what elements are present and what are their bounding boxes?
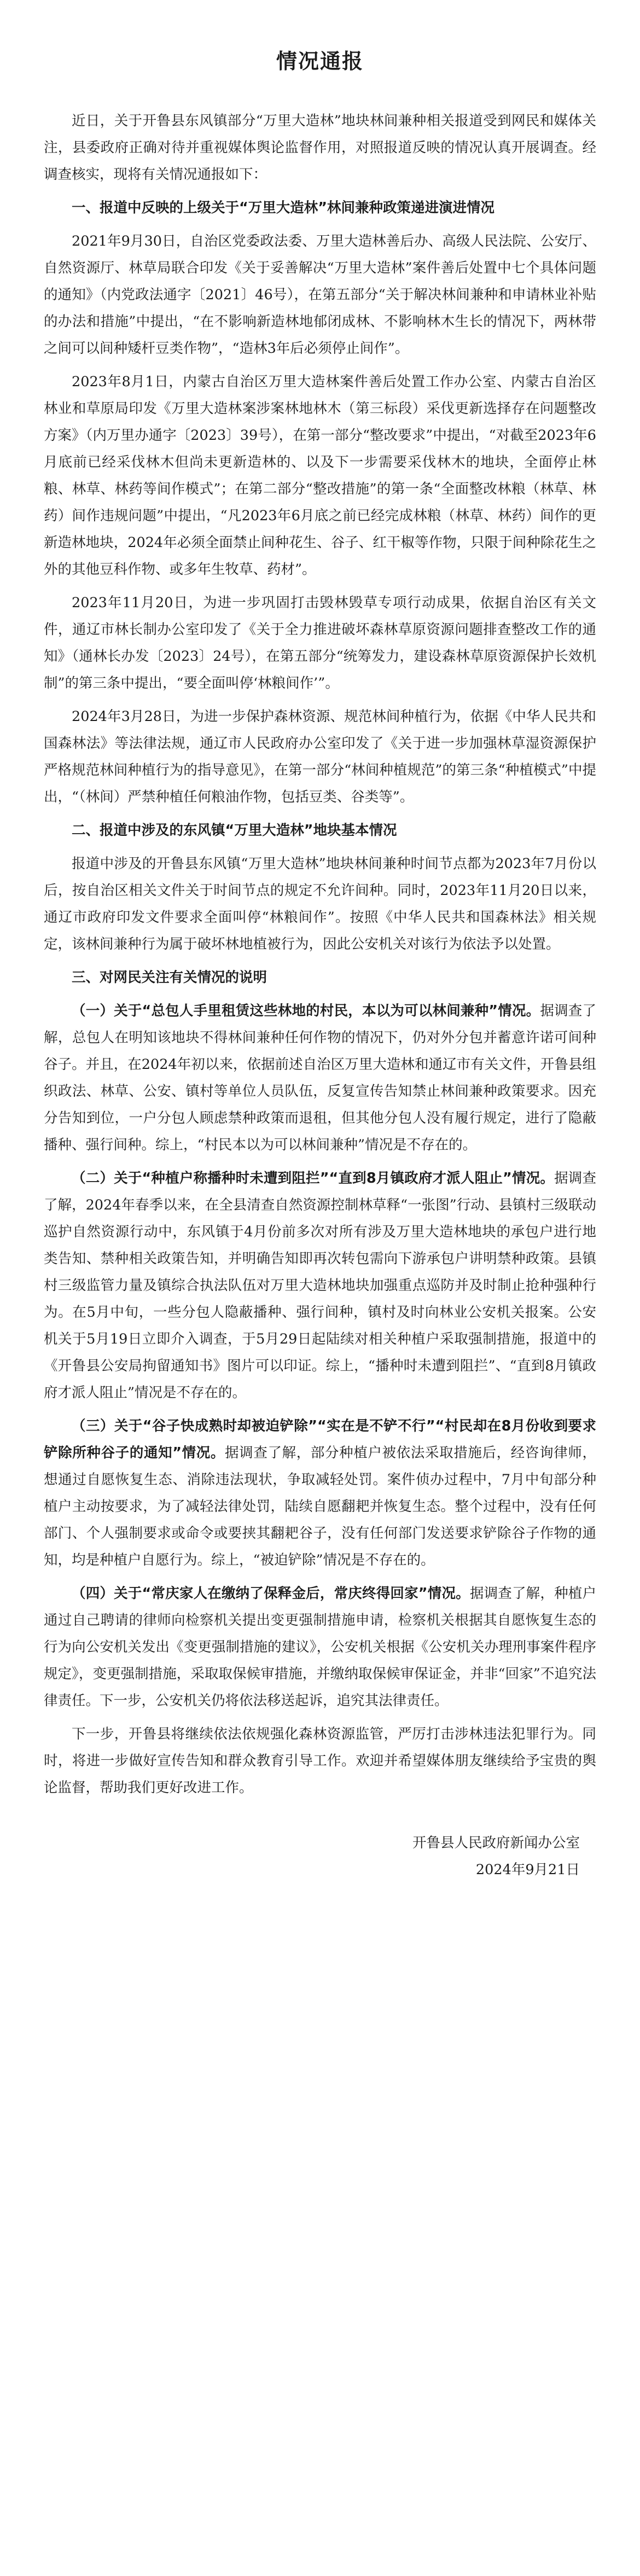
section-3-item-4 [44, 1580, 596, 1714]
section-3-heading: 三、对网民关注有关情况的说明 [72, 969, 267, 986]
section-3-item-3 [44, 1413, 596, 1574]
intro-paragraph: 近日，关于开鲁县东风镇部分“万里大造林”地块林间兼种相关报道受到网民和媒体关注，县委政府正确对待并重视媒体舆论监督作用，对照报道反映的情况认真开展调查。经调查核实，现将有关情况通报如下： [44, 113, 596, 183]
section-1-paragraph-1: 2021年9月30日，自治区党委政法委、万里大造林善后办、高级人民法院、公安厅、自然资源厅、林草局联合印发《关于妥善解决“万里大造林”案件善后处置中七个具体问题的通知》（内党政法通字〔2021〕46号），在第五部分“关于解决林间兼种和申请林业补贴的办法和措施”中提出，“在不影响新造林地郁闭成林、不影响林木生长的情况下，两林带之间可以间种矮杆豆类作物”，“造林3年后必须停止间作”。 [44, 233, 596, 357]
item-1-heading: （一）关于“总包人手里租赁这些林地的村民，本以为可以林间兼种”情况。 [72, 1003, 540, 1019]
section-1-heading: 一、报道中反映的上级关于“万里大造林”林间兼种政策递进演进情况 [72, 200, 495, 216]
section-1-paragraph-3: 2023年11月20日，为进一步巩固打击毁林毁草专项行动成果，依据自治区有关文件，通辽市林长制办公室印发了《关于全力推进破坏森林草原资源问题排查整改工作的通知》（通林长办发〔2023〕24号），在第五部分“统筹发力，建设森林草原资源保护长效机制”的第三条中提出，“要全面叫停‘林粮间作’”。 [44, 595, 596, 691]
item-4-heading: （四）关于“常庆家人在缴纳了保释金后，常庆终得回家”情况。 [72, 1585, 470, 1602]
section-2-paragraph-1: 报道中涉及的开鲁县东风镇“万里大造林”地块林间兼种时间节点都为2023年7月份以后，按自治区相关文件关于时间节点的规定不允许间种。同时，2023年11月20日以来，通辽市政府印发文件要求全面叫停“林粮间作”。按照《中华人民共和国森林法》相关规定，该林间兼种行为属于破坏林地植被行为，因此公安机关对该行为依法予以处置。 [44, 856, 596, 952]
issuing-organization: 开鲁县人民政府新闻办公室 [412, 1835, 580, 1851]
issue-date: 2024年9月21日 [475, 1862, 580, 1878]
signoff [44, 1830, 596, 1883]
item-4-body: 据调查了解，种植户通过自己聘请的律师向检察机关提出变更强制措施申请，检察机关根据其自愿恢复生态的行为向公安机关发出《变更强制措施的建议》，公安机关根据《公安机关办理刑事案件程序规定》，变更强制措施，采取取保候审措施，并缴纳取保候审保证金，并非“回家”不追究法律责任。下一步，公安机关仍将依法移送起诉，追究其法律责任。 [44, 1585, 596, 1709]
closing-paragraph: 下一步，开鲁县将继续依法依规强化森林资源监管，严厉打击涉林违法犯罪行为。同时，将进一步做好宣传告知和群众教育引导工作。欢迎并希望媒体朋友继续给予宝贵的舆论监督，帮助我们更好改进工作。 [44, 1726, 596, 1796]
section-3-item-1 [44, 998, 596, 1159]
item-3-body: 据调查了解，部分种植户被依法采取措施后，经咨询律师，想通过自愿恢复生态、消除违法现状，争取减轻处罚。案件侦办过程中，7月中旬部分种植户主动按要求，为了减轻法律处罚，陆续自愿翻耙并恢复生态。整个过程中，没有任何部门、个人强制要求或命令或要挟其翻耙谷子，没有任何部门发送要求铲除谷子作物的通知，均是种植户自愿行为。综上，“被迫铲除”情况是不存在的。 [44, 1445, 596, 1568]
section-1-paragraph-4: 2024年3月28日，为进一步保护森林资源、规范林间种植行为，依据《中华人民共和国森林法》等法律法规，通辽市人民政府办公室印发了《关于进一步加强林草湿资源保护严格规范林间种植行为的指导意见》，在第一部分“林间种植规范”的第三条“种植模式”中提出，“（林间）严禁种植任何粮油作物，包括豆类、谷类等”。 [44, 708, 596, 805]
section-3-item-2 [44, 1165, 596, 1406]
item-2-body: 据调查了解，2024年春季以来，在全县清查自然资源控制林草释“一张图”行动、县镇村三级联动巡护自然资源行动中，东风镇于4月份前多次对所有涉及万里大造林地块的承包户进行地类告知、禁种相关政策告知，并明确告知即再次转包需向下游承包户讲明禁种政策。县镇村三级监管力量及镇综合执法队伍对万里大造林地块加强重点巡防并及时制止抢种强种行为。在5月中旬，一些分包人隐蔽播种、强行间种，镇村及时向林业公安机关报案。公安机关于5月19日立即介入调查，于5月29日起陆续对相关种植户采取强制措施，报道中的《开鲁县公安局拘留通知书》图片可以印证。综上，“播种时未遭到阻拦”、“直到8月镇政府才派人阻止”情况是不存在的。 [44, 1170, 596, 1401]
item-2-heading: （二）关于“种植户称播种时未遭到阻拦”“直到8月镇政府才派人阻止”情况。 [72, 1170, 555, 1187]
document-title: 情况通报 [276, 49, 364, 73]
section-2-heading: 二、报道中涉及的东风镇“万里大造林”地块基本情况 [72, 822, 397, 839]
section-1-paragraph-2: 2023年8月1日，内蒙古自治区万里大造林案件善后处置工作办公室、内蒙古自治区林业和草原局印发《万里大造林案涉案林地林木（第三标段）采伐更新选择存在问题整改方案》（内万里办通字〔2023〕39号），在第一部分“整改要求”中提出，“对截至2023年6月底前已经采伐林木但尚未更新造林的、以及下一步需要采伐林木的地块，全面停止林粮、林草、林药等间作模式”；在第二部分“整改措施”的第一条“全面整改林粮（林草、林药）间作违规问题”中提出，“凡2023年6月底之前已经完成林粮（林草、林药）间作的更新造林地块，2024年必须全面禁止间种花生、谷子、红干椒等作物，只限于间种除花生之外的其他豆科作物、或多年生牧草、药材”。 [44, 374, 596, 578]
item-3-heading: （三）关于“谷子快成熟时却被迫铲除”“实在是不铲不行”“村民却在8月份收到要求铲除所种谷子的通知”情况。 [44, 1418, 596, 1461]
item-1-body: 据调查了解，总包人在明知该地块不得林间兼种任何作物的情况下，仍对外分包并蓄意许诺可间种谷子。并且，在2024年初以来，依据前述自治区万里大造林和通辽市有关文件，开鲁县组织政法、林草、公安、镇村等单位人员队伍，反复宣传告知禁止林间兼种政策要求。因充分告知到位，一户分包人顾虑禁种政策而退租，但其他分包人没有履行规定，进行了隐蔽播种、强行间种。综上，“村民本以为可以林间兼种”情况是不存在的。 [44, 1003, 596, 1153]
